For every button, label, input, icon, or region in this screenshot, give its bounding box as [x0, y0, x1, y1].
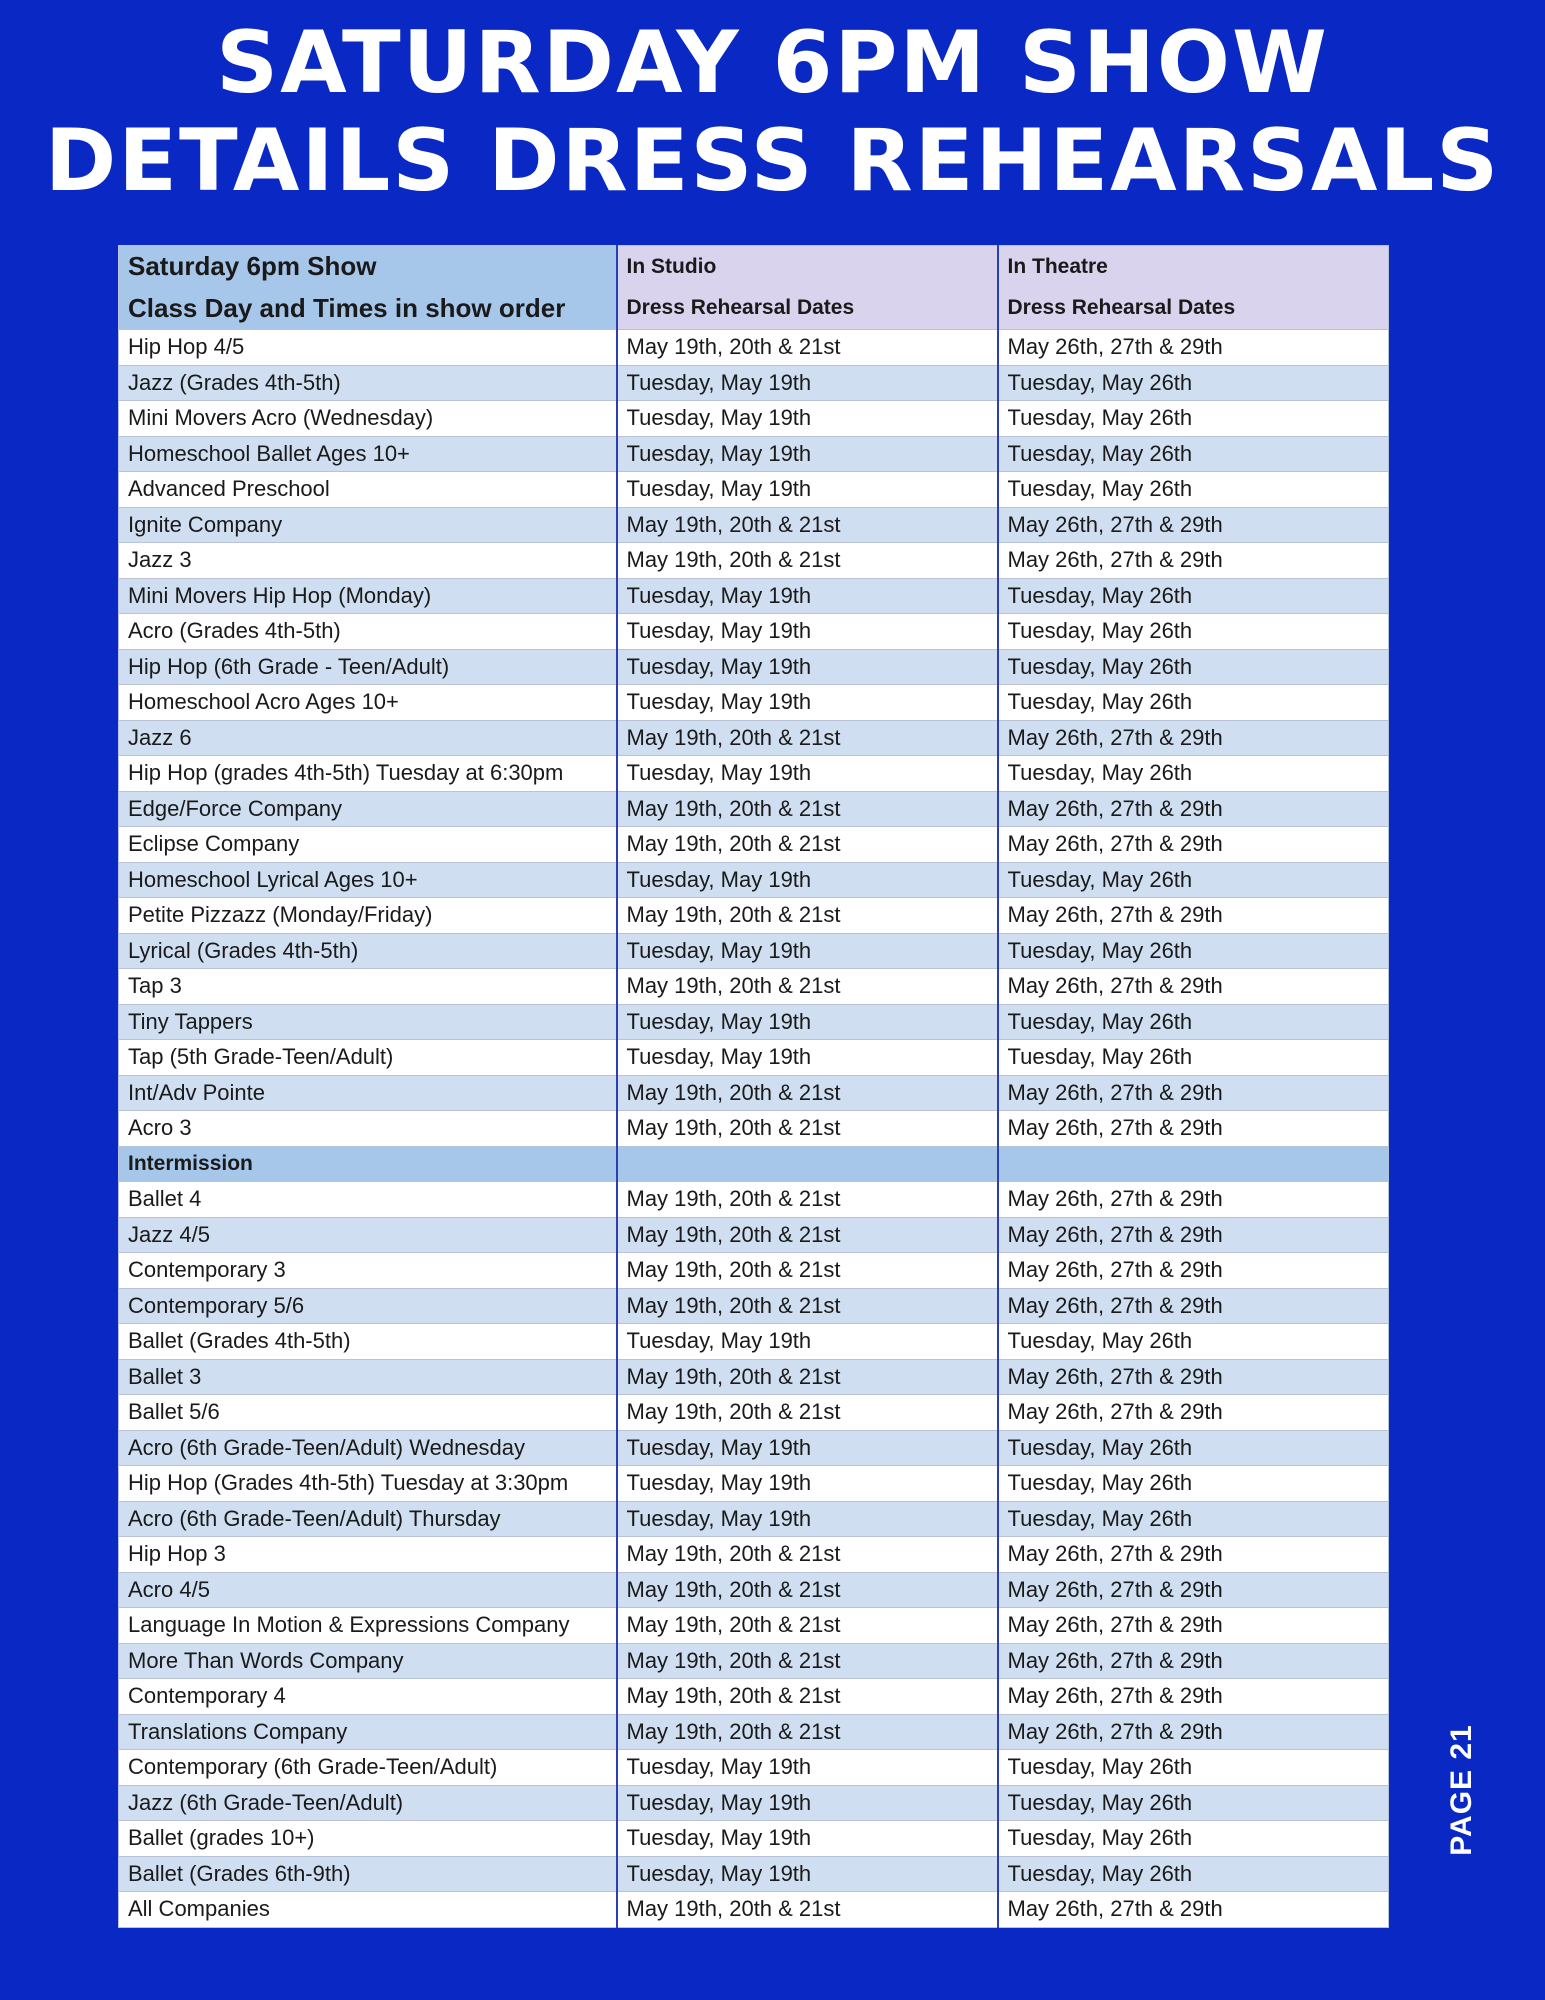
theatre-date-cell: May 26th, 27th & 29th: [998, 1679, 1389, 1715]
theatre-date-cell: May 26th, 27th & 29th: [998, 969, 1389, 1005]
table-row: [119, 756, 1389, 792]
class-name-cell: Lyrical (Grades 4th-5th): [119, 933, 617, 969]
theatre-date-cell: Tuesday, May 26th: [998, 365, 1389, 401]
studio-date-cell: Tuesday, May 19th: [617, 1324, 998, 1360]
studio-date-cell: Tuesday, May 19th: [617, 1821, 998, 1857]
table-row: [119, 1430, 1389, 1466]
studio-date-cell: Tuesday, May 19th: [617, 1466, 998, 1502]
studio-date-cell: Tuesday, May 19th: [617, 756, 998, 792]
theatre-date-cell: May 26th, 27th & 29th: [998, 898, 1389, 934]
class-name-cell: Homeschool Acro Ages 10+: [119, 685, 617, 721]
studio-date-cell: May 19th, 20th & 21st: [617, 1395, 998, 1431]
studio-date-cell: Tuesday, May 19th: [617, 365, 998, 401]
table-row: [119, 330, 1389, 366]
class-name-cell: Ballet (grades 10+): [119, 1821, 617, 1857]
studio-date-cell: May 19th, 20th & 21st: [617, 827, 998, 863]
studio-date-cell: Tuesday, May 19th: [617, 1004, 998, 1040]
table-row: [119, 1821, 1389, 1857]
class-name-cell: Acro (6th Grade-Teen/Adult) Thursday: [119, 1501, 617, 1537]
table-row: [119, 401, 1389, 437]
table-row: [119, 1182, 1389, 1218]
theatre-date-cell: Tuesday, May 26th: [998, 614, 1389, 650]
theatre-date-cell: Tuesday, May 26th: [998, 1040, 1389, 1076]
table-row: [119, 507, 1389, 543]
table-row: [119, 1040, 1389, 1076]
class-name-cell: Acro 4/5: [119, 1572, 617, 1608]
class-name-cell: Mini Movers Acro (Wednesday): [119, 401, 617, 437]
studio-date-cell: Tuesday, May 19th: [617, 472, 998, 508]
theatre-date-cell: Tuesday, May 26th: [998, 1856, 1389, 1892]
class-name-cell: Contemporary 5/6: [119, 1288, 617, 1324]
studio-date-cell: May 19th, 20th & 21st: [617, 791, 998, 827]
table-row: [119, 1395, 1389, 1431]
table-row: [119, 1359, 1389, 1395]
theatre-date-cell: May 26th, 27th & 29th: [998, 1608, 1389, 1644]
theatre-date-cell: Tuesday, May 26th: [998, 1785, 1389, 1821]
class-name-cell: Advanced Preschool: [119, 472, 617, 508]
class-name-cell: Ballet 4: [119, 1182, 617, 1218]
studio-date-cell: Tuesday, May 19th: [617, 1750, 998, 1786]
class-name-cell: All Companies: [119, 1892, 617, 1928]
studio-date-cell: Tuesday, May 19th: [617, 1856, 998, 1892]
class-name-cell: Ballet (Grades 6th-9th): [119, 1856, 617, 1892]
class-name-cell: Acro 3: [119, 1111, 617, 1147]
theatre-date-cell: Tuesday, May 26th: [998, 1004, 1389, 1040]
table-row: [119, 1288, 1389, 1324]
header-class-day-times: Class Day and Times in show order: [119, 288, 617, 330]
theatre-date-cell: Tuesday, May 26th: [998, 649, 1389, 685]
table-row: [119, 969, 1389, 1005]
class-name-cell: Contemporary (6th Grade-Teen/Adult): [119, 1750, 617, 1786]
table-row: [119, 1608, 1389, 1644]
theatre-date-cell: May 26th, 27th & 29th: [998, 1288, 1389, 1324]
table-row: [119, 720, 1389, 756]
table-row: [119, 1537, 1389, 1573]
header-in-theatre: In Theatre: [998, 246, 1389, 288]
theatre-date-cell: Tuesday, May 26th: [998, 862, 1389, 898]
table-row: [119, 472, 1389, 508]
theatre-date-cell: May 26th, 27th & 29th: [998, 791, 1389, 827]
studio-date-cell: May 19th, 20th & 21st: [617, 720, 998, 756]
class-name-cell: Hip Hop (Grades 4th-5th) Tuesday at 3:30pm: [119, 1466, 617, 1502]
class-name-cell: Hip Hop (grades 4th-5th) Tuesday at 6:30pm: [119, 756, 617, 792]
class-name-cell: Hip Hop (6th Grade - Teen/Adult): [119, 649, 617, 685]
table-row: [119, 1004, 1389, 1040]
theatre-date-cell: May 26th, 27th & 29th: [998, 827, 1389, 863]
theatre-date-cell: May 26th, 27th & 29th: [998, 1075, 1389, 1111]
class-name-cell: Eclipse Company: [119, 827, 617, 863]
class-name-cell: Language In Motion & Expressions Company: [119, 1608, 617, 1644]
class-name-cell: Intermission: [119, 1146, 617, 1182]
studio-date-cell: May 19th, 20th & 21st: [617, 1572, 998, 1608]
table-row: [119, 898, 1389, 934]
theatre-date-cell: May 26th, 27th & 29th: [998, 1395, 1389, 1431]
class-name-cell: Ignite Company: [119, 507, 617, 543]
table-row: [119, 1892, 1389, 1928]
theatre-date-cell: Tuesday, May 26th: [998, 436, 1389, 472]
class-name-cell: Tap 3: [119, 969, 617, 1005]
table-row: [119, 1714, 1389, 1750]
studio-date-cell: Tuesday, May 19th: [617, 649, 998, 685]
class-name-cell: Petite Pizzazz (Monday/Friday): [119, 898, 617, 934]
studio-date-cell: Tuesday, May 19th: [617, 401, 998, 437]
studio-date-cell: Tuesday, May 19th: [617, 1785, 998, 1821]
class-name-cell: Jazz 4/5: [119, 1217, 617, 1253]
theatre-date-cell: Tuesday, May 26th: [998, 1466, 1389, 1502]
table-row: [119, 1324, 1389, 1360]
theatre-date-cell: Tuesday, May 26th: [998, 401, 1389, 437]
studio-date-cell: May 19th, 20th & 21st: [617, 1643, 998, 1679]
page-title: [0, 14, 1545, 210]
class-name-cell: Edge/Force Company: [119, 791, 617, 827]
studio-date-cell: Tuesday, May 19th: [617, 1040, 998, 1076]
class-name-cell: Ballet 5/6: [119, 1395, 617, 1431]
table-row: [119, 1785, 1389, 1821]
header-theatre-dates: Dress Rehearsal Dates: [998, 288, 1389, 330]
header-in-studio: In Studio: [617, 246, 998, 288]
table-row: [119, 1111, 1389, 1147]
header-row-1: [119, 246, 1389, 288]
theatre-date-cell: May 26th, 27th & 29th: [998, 1217, 1389, 1253]
class-name-cell: Int/Adv Pointe: [119, 1075, 617, 1111]
table-row: [119, 1217, 1389, 1253]
studio-date-cell: May 19th, 20th & 21st: [617, 330, 998, 366]
theatre-date-cell: May 26th, 27th & 29th: [998, 543, 1389, 579]
table-row: [119, 862, 1389, 898]
studio-date-cell: May 19th, 20th & 21st: [617, 1537, 998, 1573]
header-studio-dates: Dress Rehearsal Dates: [617, 288, 998, 330]
theatre-date-cell: Tuesday, May 26th: [998, 472, 1389, 508]
table-row: [119, 1253, 1389, 1289]
class-name-cell: Hip Hop 3: [119, 1537, 617, 1573]
theatre-date-cell: Tuesday, May 26th: [998, 578, 1389, 614]
table-row: [119, 1572, 1389, 1608]
class-name-cell: Acro (Grades 4th-5th): [119, 614, 617, 650]
studio-date-cell: Tuesday, May 19th: [617, 862, 998, 898]
class-name-cell: Acro (6th Grade-Teen/Adult) Wednesday: [119, 1430, 617, 1466]
theatre-date-cell: May 26th, 27th & 29th: [998, 1643, 1389, 1679]
theatre-date-cell: Tuesday, May 26th: [998, 1501, 1389, 1537]
theatre-date-cell: May 26th, 27th & 29th: [998, 1111, 1389, 1147]
table-row: [119, 933, 1389, 969]
theatre-date-cell: May 26th, 27th & 29th: [998, 1182, 1389, 1218]
studio-date-cell: May 19th, 20th & 21st: [617, 1253, 998, 1289]
class-name-cell: Jazz (6th Grade-Teen/Adult): [119, 1785, 617, 1821]
class-name-cell: Jazz (Grades 4th-5th): [119, 365, 617, 401]
class-name-cell: Jazz 6: [119, 720, 617, 756]
theatre-date-cell: [998, 1146, 1389, 1182]
title-line-1: SATURDAY 6PM SHOW: [216, 13, 1329, 113]
studio-date-cell: Tuesday, May 19th: [617, 685, 998, 721]
class-name-cell: Ballet (Grades 4th-5th): [119, 1324, 617, 1360]
theatre-date-cell: Tuesday, May 26th: [998, 685, 1389, 721]
class-name-cell: Homeschool Lyrical Ages 10+: [119, 862, 617, 898]
theatre-date-cell: Tuesday, May 26th: [998, 1430, 1389, 1466]
studio-date-cell: Tuesday, May 19th: [617, 614, 998, 650]
studio-date-cell: May 19th, 20th & 21st: [617, 1075, 998, 1111]
table-body: [119, 330, 1389, 1928]
table-row: [119, 685, 1389, 721]
studio-date-cell: May 19th, 20th & 21st: [617, 1892, 998, 1928]
studio-date-cell: May 19th, 20th & 21st: [617, 543, 998, 579]
schedule-sheet: [118, 245, 1388, 1928]
theatre-date-cell: May 26th, 27th & 29th: [998, 1892, 1389, 1928]
theatre-date-cell: May 26th, 27th & 29th: [998, 1359, 1389, 1395]
studio-date-cell: Tuesday, May 19th: [617, 436, 998, 472]
theatre-date-cell: May 26th, 27th & 29th: [998, 330, 1389, 366]
title-line-2: DETAILS DRESS REHEARSALS: [44, 111, 1501, 211]
class-name-cell: More Than Words Company: [119, 1643, 617, 1679]
studio-date-cell: May 19th, 20th & 21st: [617, 1608, 998, 1644]
theatre-date-cell: May 26th, 27th & 29th: [998, 1714, 1389, 1750]
class-name-cell: Homeschool Ballet Ages 10+: [119, 436, 617, 472]
studio-date-cell: Tuesday, May 19th: [617, 1501, 998, 1537]
table-row: [119, 614, 1389, 650]
studio-date-cell: May 19th, 20th & 21st: [617, 969, 998, 1005]
studio-date-cell: Tuesday, May 19th: [617, 1430, 998, 1466]
class-name-cell: Translations Company: [119, 1714, 617, 1750]
table-row: [119, 1679, 1389, 1715]
studio-date-cell: May 19th, 20th & 21st: [617, 1217, 998, 1253]
class-name-cell: Jazz 3: [119, 543, 617, 579]
table-row: [119, 1856, 1389, 1892]
table-row: [119, 791, 1389, 827]
class-name-cell: Contemporary 4: [119, 1679, 617, 1715]
intermission-row: [119, 1146, 1389, 1182]
header-row-2: [119, 288, 1389, 330]
table-row: [119, 827, 1389, 863]
page-number-label: PAGE 21: [1445, 1724, 1478, 1856]
table-row: [119, 649, 1389, 685]
studio-date-cell: Tuesday, May 19th: [617, 578, 998, 614]
table-row: [119, 1643, 1389, 1679]
theatre-date-cell: May 26th, 27th & 29th: [998, 720, 1389, 756]
theatre-date-cell: Tuesday, May 26th: [998, 756, 1389, 792]
table-row: [119, 1075, 1389, 1111]
class-name-cell: Tiny Tappers: [119, 1004, 617, 1040]
theatre-date-cell: Tuesday, May 26th: [998, 1821, 1389, 1857]
rehearsal-table: [118, 245, 1389, 1928]
class-name-cell: Ballet 3: [119, 1359, 617, 1395]
studio-date-cell: [617, 1146, 998, 1182]
class-name-cell: Tap (5th Grade-Teen/Adult): [119, 1040, 617, 1076]
table-row: [119, 578, 1389, 614]
table-row: [119, 543, 1389, 579]
studio-date-cell: May 19th, 20th & 21st: [617, 1182, 998, 1218]
theatre-date-cell: May 26th, 27th & 29th: [998, 1572, 1389, 1608]
theatre-date-cell: May 26th, 27th & 29th: [998, 1537, 1389, 1573]
class-name-cell: Contemporary 3: [119, 1253, 617, 1289]
class-name-cell: Hip Hop 4/5: [119, 330, 617, 366]
header-show-name: Saturday 6pm Show: [119, 246, 617, 288]
table-row: [119, 1750, 1389, 1786]
theatre-date-cell: May 26th, 27th & 29th: [998, 507, 1389, 543]
theatre-date-cell: Tuesday, May 26th: [998, 1750, 1389, 1786]
theatre-date-cell: May 26th, 27th & 29th: [998, 1253, 1389, 1289]
studio-date-cell: May 19th, 20th & 21st: [617, 1679, 998, 1715]
studio-date-cell: May 19th, 20th & 21st: [617, 1359, 998, 1395]
theatre-date-cell: Tuesday, May 26th: [998, 1324, 1389, 1360]
studio-date-cell: May 19th, 20th & 21st: [617, 898, 998, 934]
studio-date-cell: May 19th, 20th & 21st: [617, 507, 998, 543]
theatre-date-cell: Tuesday, May 26th: [998, 933, 1389, 969]
studio-date-cell: May 19th, 20th & 21st: [617, 1714, 998, 1750]
studio-date-cell: Tuesday, May 19th: [617, 933, 998, 969]
studio-date-cell: May 19th, 20th & 21st: [617, 1111, 998, 1147]
studio-date-cell: May 19th, 20th & 21st: [617, 1288, 998, 1324]
table-row: [119, 1501, 1389, 1537]
class-name-cell: Mini Movers Hip Hop (Monday): [119, 578, 617, 614]
table-row: [119, 365, 1389, 401]
table-row: [119, 1466, 1389, 1502]
table-row: [119, 436, 1389, 472]
